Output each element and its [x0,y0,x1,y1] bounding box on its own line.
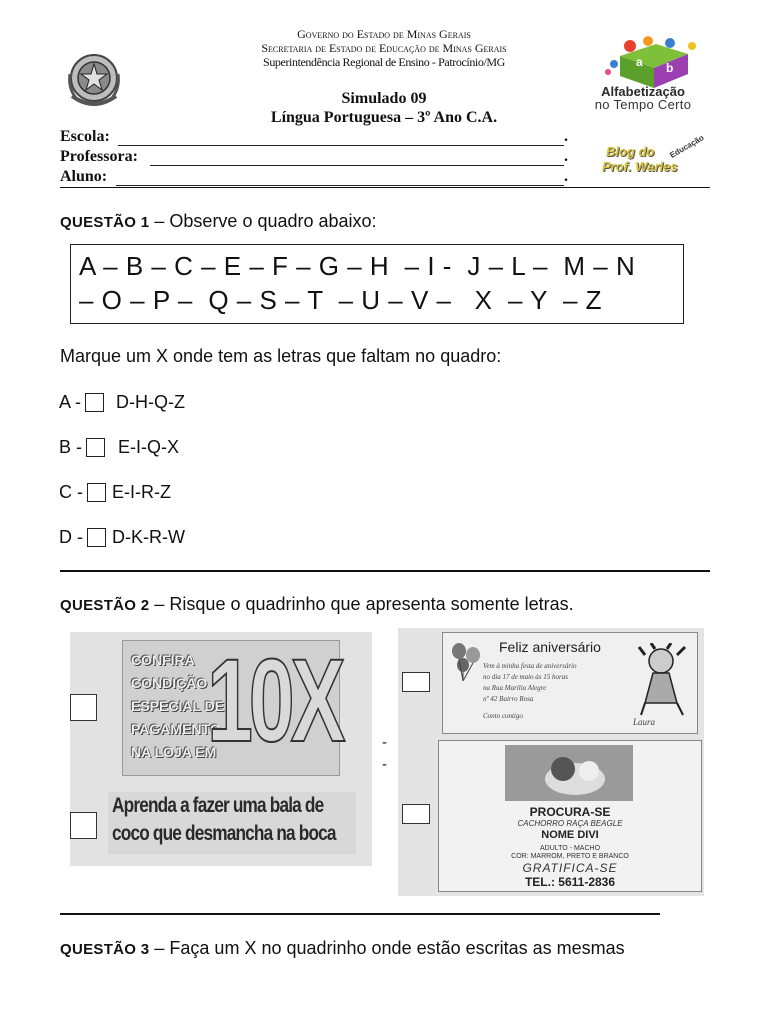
option-c-letter: C - [59,482,83,502]
option-d [59,527,185,548]
right-image-panel [398,628,704,896]
balloons-icon [449,641,483,681]
option-d-letter: D - [59,527,83,547]
birthday-card [442,632,698,734]
header-government: Governo do Estado de Minas Gerais [297,27,471,41]
alphabet-row-1: A – B – C – E – F – G – H – I - J – L – M – N [79,251,636,281]
page-title: Simulado 09 [341,90,427,107]
question-1-divider [60,570,710,572]
question-1-heading [60,211,377,232]
question-1-instruction: Marque um X onde tem as letras que faltam no quadro: [60,346,502,366]
dog-photo [505,745,633,801]
question-3-number: QUESTÃO 3 [60,941,150,958]
ad-10x [122,635,342,776]
option-b [59,437,179,458]
option-b-letter: B - [59,437,83,457]
ad-10x-line-2: CONDIÇÃO [131,675,208,691]
card-line-1: Vem à minha festa de aniversário [483,662,577,670]
alphabet-row-2: – O – P – Q – S – T – U – V – X – Y – Z [79,285,603,315]
option-b-text: E-I-Q-X [118,437,180,457]
lost-dog-poster [438,740,702,892]
ad-10x-big: 10X [207,635,342,767]
option-b-checkbox[interactable] [86,438,105,457]
poster-color: COR: MARROM, PRETO E BRANCO [511,853,629,860]
ad-10x-line-5: NA LOJA EM [131,744,217,760]
card-line-2: no dia 17 de maio às 15 horas [483,673,568,681]
poster-reward: GRATIFICA-SE [522,861,618,875]
left-bottom-checkbox[interactable] [70,812,97,839]
card-line-3: na Rua Marília Alegre [483,684,547,692]
ad-10x-line-3: ESPECIAL DE [131,698,225,714]
ad-bala-line-2: coco que desmancha na boca [112,822,336,845]
svg-text:b: b [666,61,674,75]
poster-sex: ADULTO - MACHO [539,845,601,852]
ad-10x-line-4: PAGAMENTO [131,721,221,737]
poster-phone: TEL.: 5611-2836 [524,875,616,889]
poster-title: PROCURA-SE [529,805,611,819]
dash-1: - [382,734,387,751]
poster-dog-name: NOME DIVI [541,829,599,841]
question-3-prompt: – Faça um X no quadrinho onde estão escritas as mesmas [154,938,625,958]
student-label: Aluno: [60,168,108,185]
header-superintendence: Superintendência Regional de Ensino - Patrocínio/MG [263,55,505,69]
blog-badge [596,133,708,180]
ad-10x-line-1: CONFIRA [131,652,195,668]
logo-subtitle: no Tempo Certo [594,97,692,112]
left-image-panel [70,632,372,866]
girl-illustration-icon [635,643,689,717]
logo-title: Alfabetização [601,84,685,99]
option-c [59,482,171,503]
question-1-prompt: – Observe o quadro abaixo: [154,211,377,231]
page-subtitle: Língua Portuguesa – 3º Ano C.A. [270,109,498,126]
question-2-divider [60,913,660,915]
header-divider [60,187,710,188]
question-3-heading [60,938,710,959]
alphabet-box [70,244,684,324]
svg-text:a: a [636,55,643,69]
school-label: Escola: [60,128,110,145]
student-field[interactable] [116,185,564,186]
option-d-checkbox[interactable] [87,528,106,547]
dash-2: - [382,756,387,773]
option-c-checkbox[interactable] [87,483,106,502]
card-line-5: Conto contigo [483,712,523,720]
card-line-4: nº 42 Bairro Rosa [483,695,534,703]
card-signature: Laura [633,717,656,727]
ad-bala-de-coco [108,792,356,854]
blog-tag: Educação [668,133,706,160]
poster-breed: CACHORRO RAÇA BEAGLE [517,819,623,828]
right-top-checkbox[interactable] [402,672,430,692]
question-2-prompt: – Risque o quadrinho que apresenta somente letras. [154,594,574,614]
question-2-heading [60,594,574,615]
ad-bala-line-1: Aprenda a fazer uma bala de [112,794,324,817]
right-bottom-checkbox[interactable] [402,804,430,824]
option-c-text: E-I-R-Z [112,482,171,502]
option-a-text: D-H-Q-Z [116,392,185,412]
option-a-letter: A - [59,392,82,412]
header-secretariat: Secretaria de Estado de Educação de Minas Gerais [261,41,507,55]
question-1-number: QUESTÃO 1 [60,214,150,231]
dog-icon [505,745,633,801]
blog-line-1: Blog do [606,144,655,159]
blog-line-2: Prof. Warles [602,159,678,174]
school-field[interactable] [118,145,564,146]
teacher-label: Professora: [60,148,138,165]
option-a [59,392,185,413]
option-d-text: D-K-R-W [112,527,185,547]
card-title: Feliz aniversário [499,639,601,655]
teacher-field[interactable] [150,165,564,166]
option-a-checkbox[interactable] [85,393,104,412]
question-2-number: QUESTÃO 2 [60,597,150,614]
left-top-checkbox[interactable] [70,694,97,721]
